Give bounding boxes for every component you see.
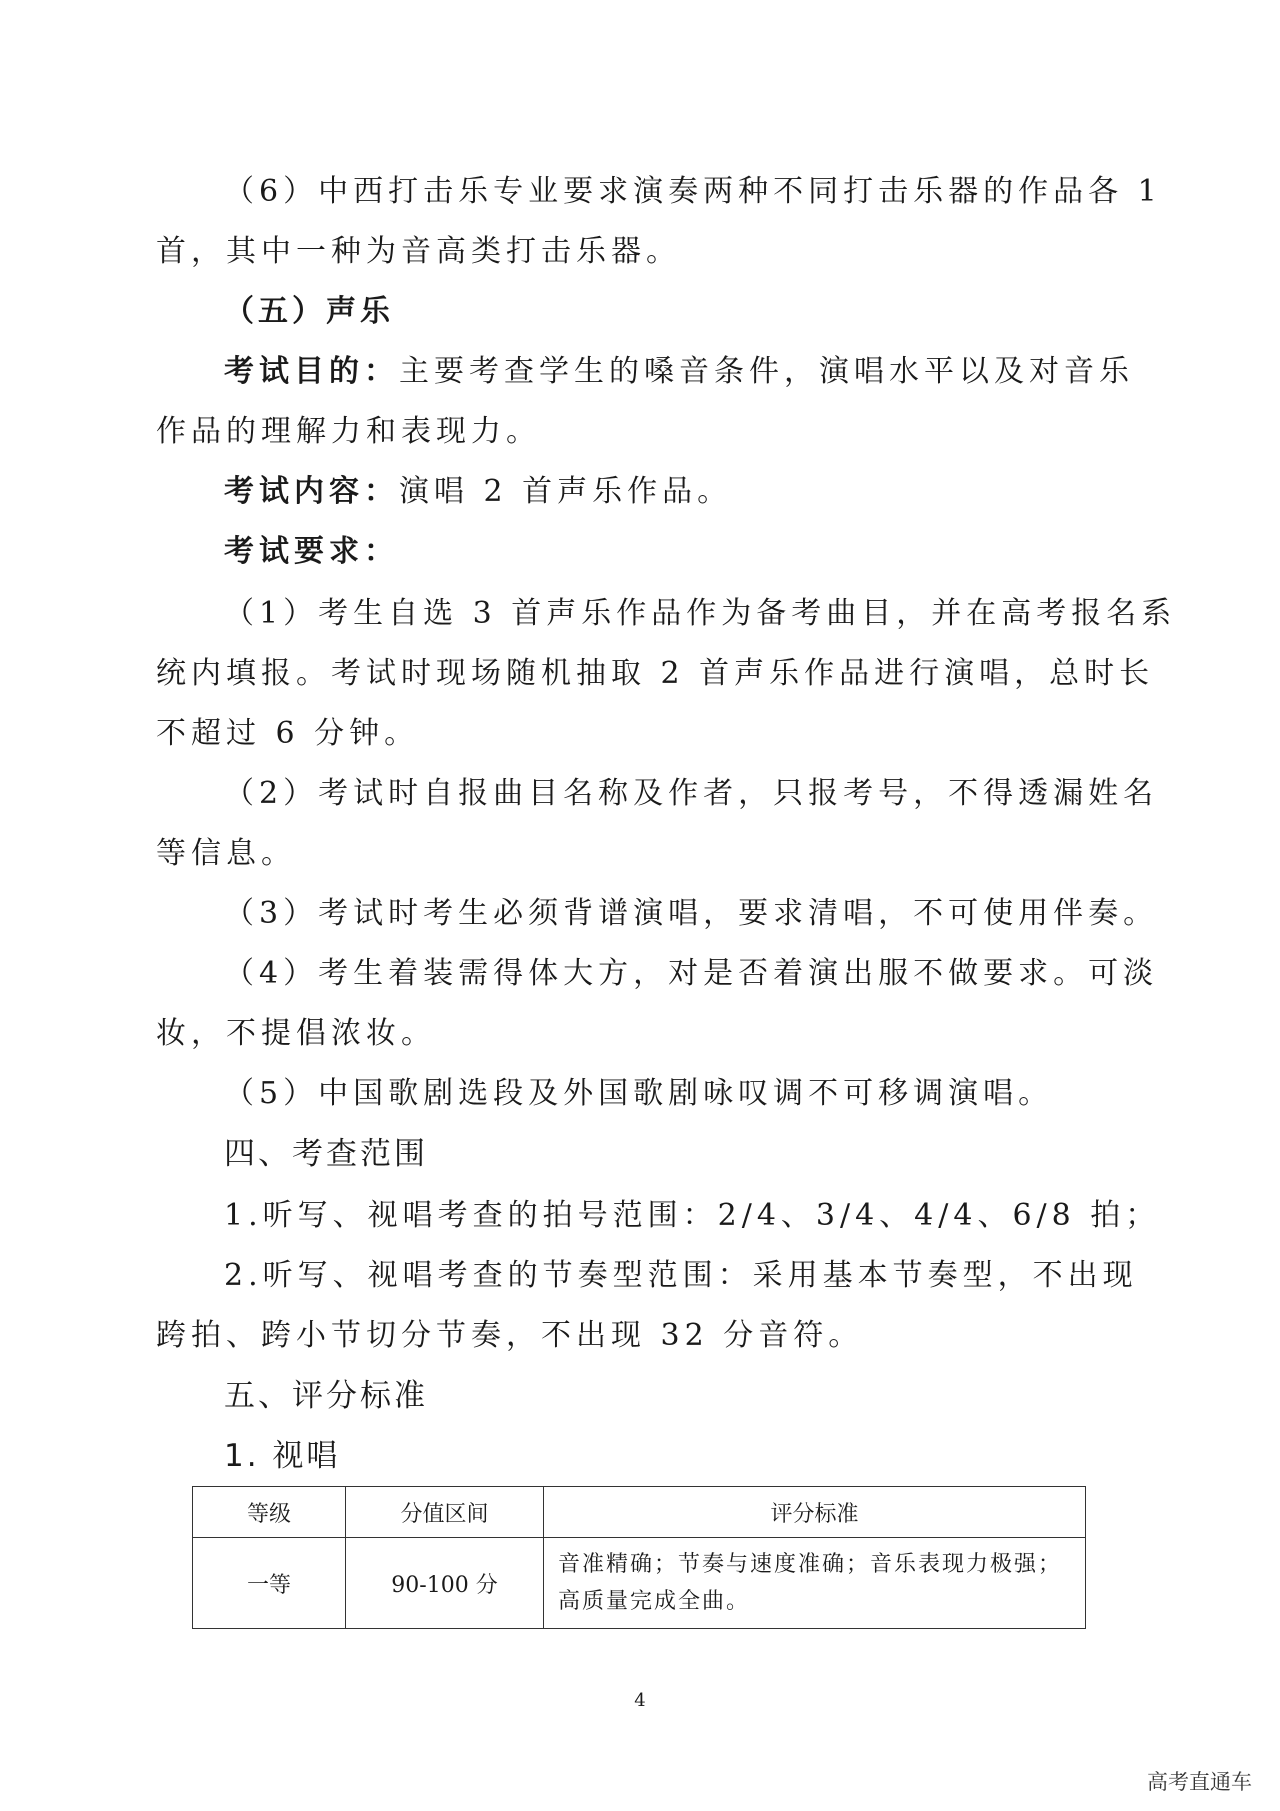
paragraph-line: （1）考生自选 3 首声乐作品作为备考曲目，并在高考报名系 bbox=[224, 596, 1177, 631]
scoring-table bbox=[192, 1486, 1086, 1629]
paragraph-line: 跨拍、跨小节切分节奏，不出现 32 分音符。 bbox=[156, 1318, 864, 1353]
purpose-text: 主要考查学生的嗓音条件，演唱水平以及对音乐 bbox=[399, 354, 1134, 389]
grade-cell: 一等 bbox=[193, 1538, 346, 1629]
watermark-text: 高考直通车 bbox=[1147, 1770, 1252, 1794]
subsection-heading: 1. 视唱 bbox=[224, 1438, 341, 1474]
column-header: 分值区间 bbox=[346, 1487, 544, 1538]
requirements-line bbox=[224, 532, 1192, 572]
paragraph-line: 2.听写、视唱考查的节奏型范围：采用基本节奏型，不出现 bbox=[224, 1258, 1138, 1293]
content-text: 演唱 2 首声乐作品。 bbox=[399, 474, 733, 509]
range-cell: 90-100 分 bbox=[346, 1538, 544, 1629]
table-header-row bbox=[193, 1487, 1086, 1538]
content-line bbox=[224, 472, 1192, 512]
section-heading: 五、评分标准 bbox=[224, 1378, 428, 1414]
column-header: 评分标准 bbox=[544, 1487, 1086, 1538]
column-header: 等级 bbox=[193, 1487, 346, 1538]
table-row bbox=[193, 1538, 1086, 1629]
requirements-label: 考试要求： bbox=[224, 534, 399, 569]
paragraph-line: 统内填报。考试时现场随机抽取 2 首声乐作品进行演唱，总时长 bbox=[156, 656, 1155, 691]
content-label: 考试内容： bbox=[224, 474, 399, 509]
paragraph-line: （3）考试时考生必须背谱演唱，要求清唱，不可使用伴奏。 bbox=[224, 896, 1159, 931]
paragraph-line: 作品的理解力和表现力。 bbox=[156, 414, 541, 449]
section-heading: 四、考查范围 bbox=[224, 1136, 428, 1172]
purpose-line bbox=[224, 352, 1192, 392]
criteria-cell bbox=[544, 1538, 1086, 1629]
paragraph-line: （2）考试时自报曲目名称及作者，只报考号，不得透漏姓名 bbox=[224, 776, 1159, 811]
criteria-line: 高质量完成全曲。 bbox=[558, 1589, 751, 1614]
paragraph-line: 等信息。 bbox=[156, 836, 296, 871]
paragraph-line: 妆，不提倡浓妆。 bbox=[156, 1016, 436, 1051]
section-title: （五）声乐 bbox=[224, 294, 394, 329]
page-number: 4 bbox=[634, 1690, 646, 1711]
paragraph-line: （6）中西打击乐专业要求演奏两种不同打击乐器的作品各 1 bbox=[224, 174, 1162, 209]
paragraph-line: （5）中国歌剧选段及外国歌剧咏叹调不可移调演唱。 bbox=[224, 1076, 1054, 1111]
purpose-label: 考试目的： bbox=[224, 354, 399, 389]
paragraph-line: （4）考生着装需得体大方，对是否着演出服不做要求。可淡 bbox=[224, 956, 1159, 991]
paragraph-line: 1.听写、视唱考查的拍号范围：2/4、3/4、4/4、6/8 拍； bbox=[224, 1198, 1161, 1233]
paragraph-line: 不超过 6 分钟。 bbox=[156, 716, 420, 751]
criteria-line: 音准精确；节奏与速度准确；音乐表现力极强； bbox=[558, 1552, 1063, 1577]
paragraph-line: 首，其中一种为音高类打击乐器。 bbox=[156, 234, 681, 269]
